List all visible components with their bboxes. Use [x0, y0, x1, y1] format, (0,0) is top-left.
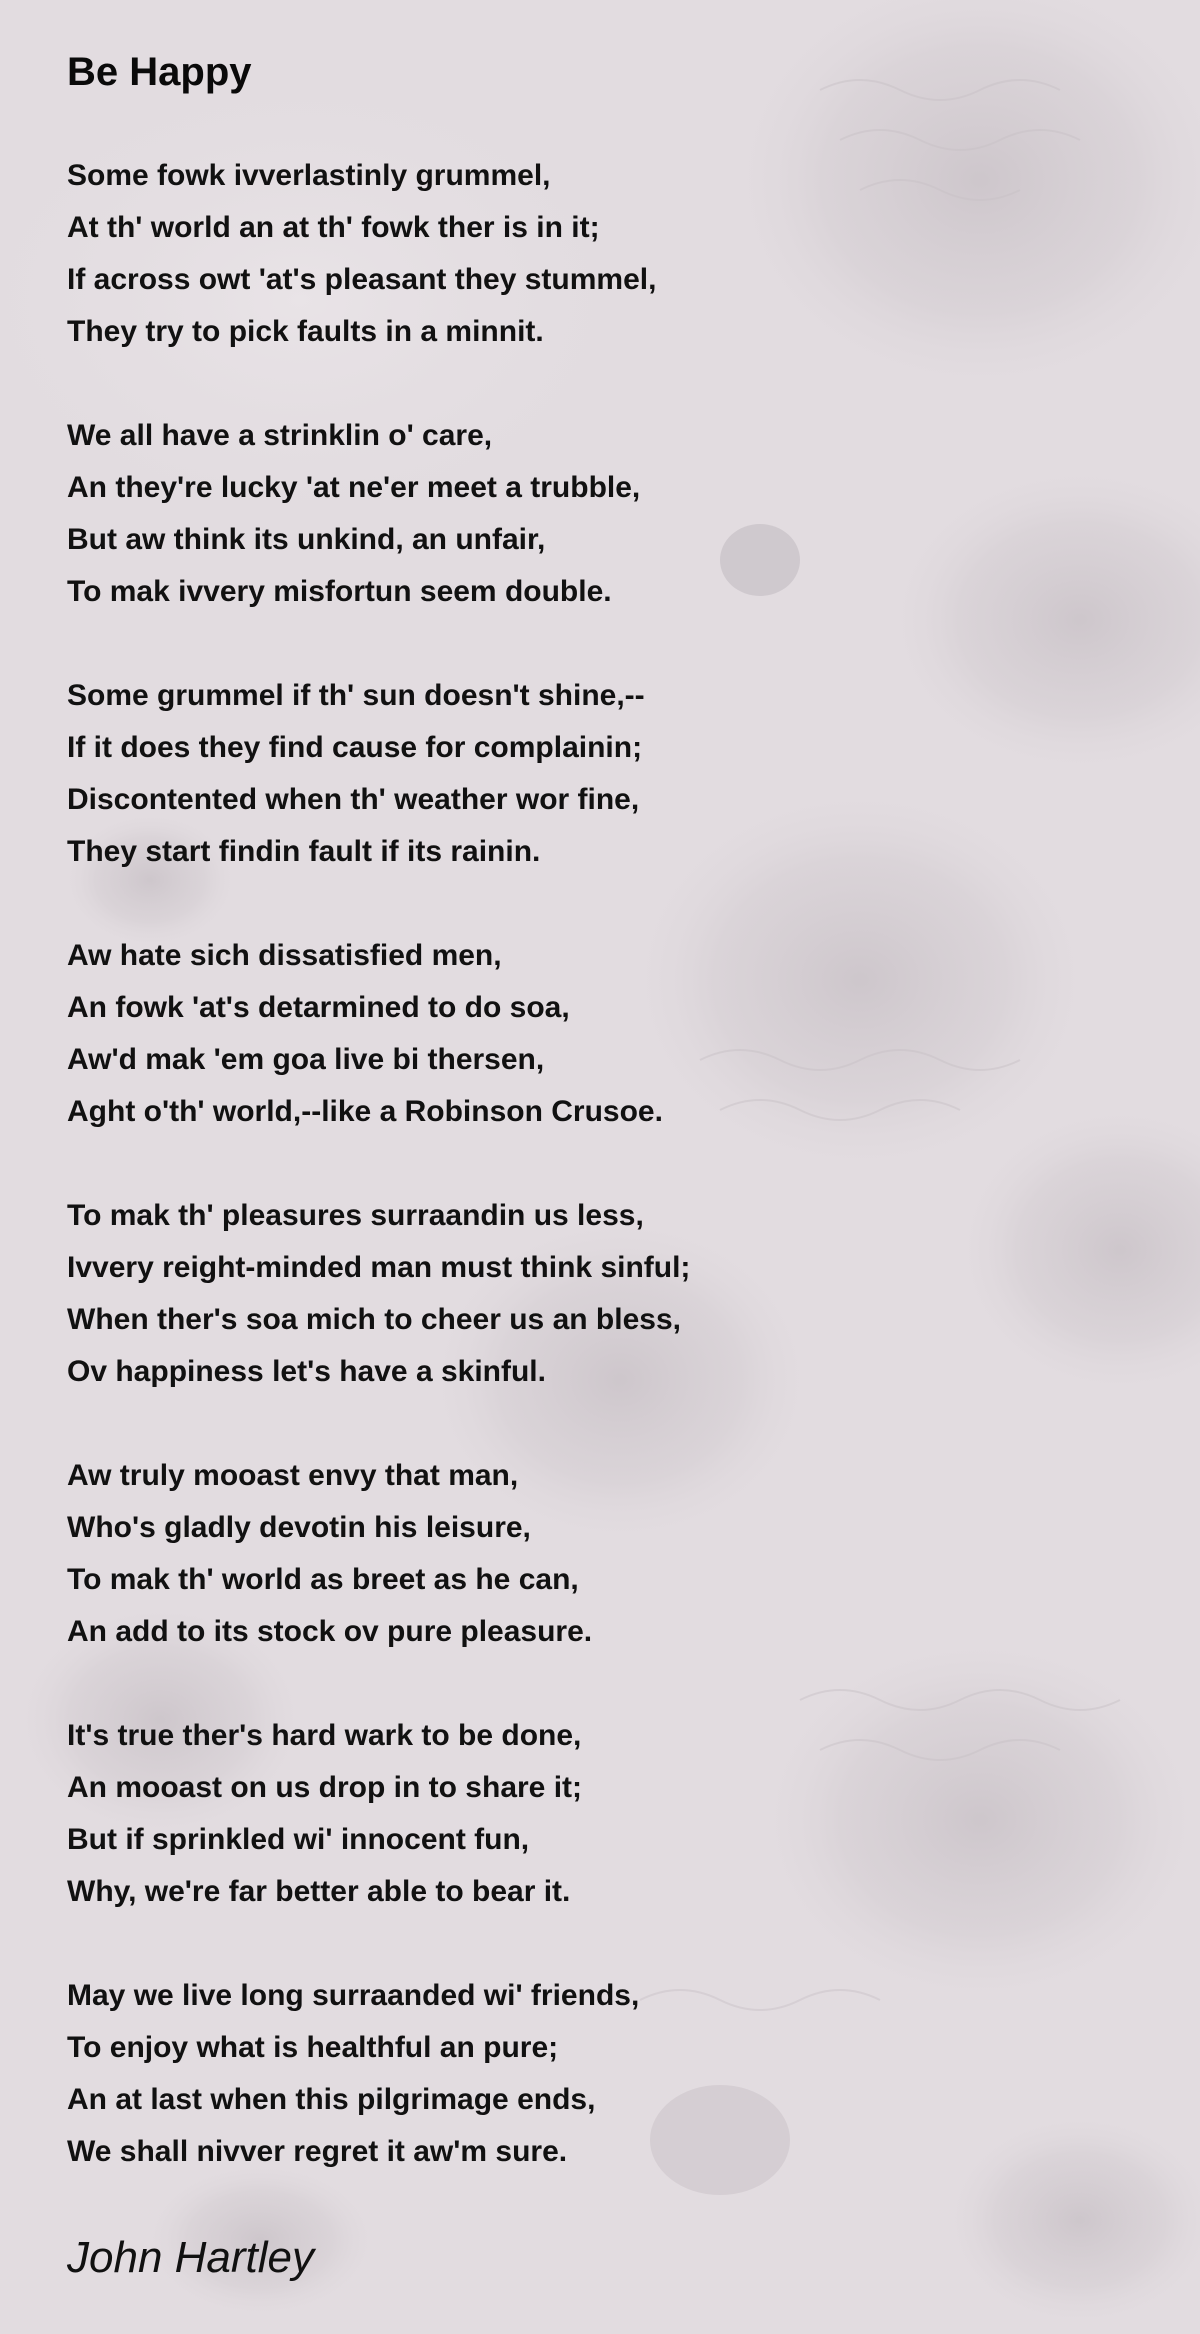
- poem-line: If it does they find cause for complainin;: [67, 731, 643, 764]
- poem-title: Be Happy: [67, 50, 252, 94]
- stanza-4: [67, 930, 1127, 1138]
- poem-line: To enjoy what is healthful an pure;: [67, 2031, 559, 2064]
- poem-line: But if sprinkled wi' innocent fun,: [67, 1823, 530, 1856]
- stanza-6: [67, 1450, 1127, 1658]
- poem-line: At th' world an at th' fowk ther is in it;: [67, 211, 600, 244]
- poem-line: Ivvery reight-minded man must think sinful;: [67, 1251, 691, 1284]
- poem-line: Aw'd mak 'em goa live bi thersen,: [67, 1043, 545, 1076]
- stanza-8: [67, 1970, 1127, 2178]
- poem-line: To mak th' world as breet as he can,: [67, 1563, 579, 1596]
- poem-line: Aw hate sich dissatisfied men,: [67, 939, 502, 972]
- poem-line: An fowk 'at's detarmined to do soa,: [67, 991, 570, 1024]
- poem-line: May we live long surraanded wi' friends,: [67, 1979, 640, 2012]
- poem-line: Who's gladly devotin his leisure,: [67, 1511, 531, 1544]
- poem-line: Some fowk ivverlastinly grummel,: [67, 159, 551, 192]
- poem-line: An add to its stock ov pure pleasure.: [67, 1615, 593, 1648]
- stanza-3: [67, 670, 1127, 878]
- poem-line: Ov happiness let's have a skinful.: [67, 1355, 546, 1388]
- stanza-7: [67, 1710, 1127, 1918]
- stanza-2: [67, 410, 1127, 618]
- poem-line: Some grummel if th' sun doesn't shine,--: [67, 679, 645, 712]
- poem-line: To mak ivvery misfortun seem double.: [67, 575, 612, 608]
- poem-line: An they're lucky 'at ne'er meet a trubble,: [67, 471, 641, 504]
- poem-line: We shall nivver regret it aw'm sure.: [67, 2135, 568, 2168]
- poem-line: Aght o'th' world,--like a Robinson Crusoe.: [67, 1095, 663, 1128]
- poem-line: It's true ther's hard wark to be done,: [67, 1719, 582, 1752]
- poem-line: They try to pick faults in a minnit.: [67, 315, 544, 348]
- poem-line: When ther's soa mich to cheer us an bless,: [67, 1303, 681, 1336]
- poem-body: [67, 150, 1127, 2230]
- poem-line: They start findin fault if its rainin.: [67, 835, 541, 868]
- poem-line: Aw truly mooast envy that man,: [67, 1459, 519, 1492]
- poem-line: We all have a strinklin o' care,: [67, 419, 493, 452]
- poem-line: To mak th' pleasures surraandin us less,: [67, 1199, 644, 1232]
- stanza-5: [67, 1190, 1127, 1398]
- poem-line: If across owt 'at's pleasant they stummel,: [67, 263, 657, 296]
- stanza-1: [67, 150, 1127, 358]
- poem-line: Discontented when th' weather wor fine,: [67, 783, 640, 816]
- poem-line: An at last when this pilgrimage ends,: [67, 2083, 596, 2116]
- poem-line: Why, we're far better able to bear it.: [67, 1875, 571, 1908]
- poem-line: But aw think its unkind, an unfair,: [67, 523, 546, 556]
- poem-line: An mooast on us drop in to share it;: [67, 1771, 583, 1804]
- poem-author: John Hartley: [67, 2233, 315, 2282]
